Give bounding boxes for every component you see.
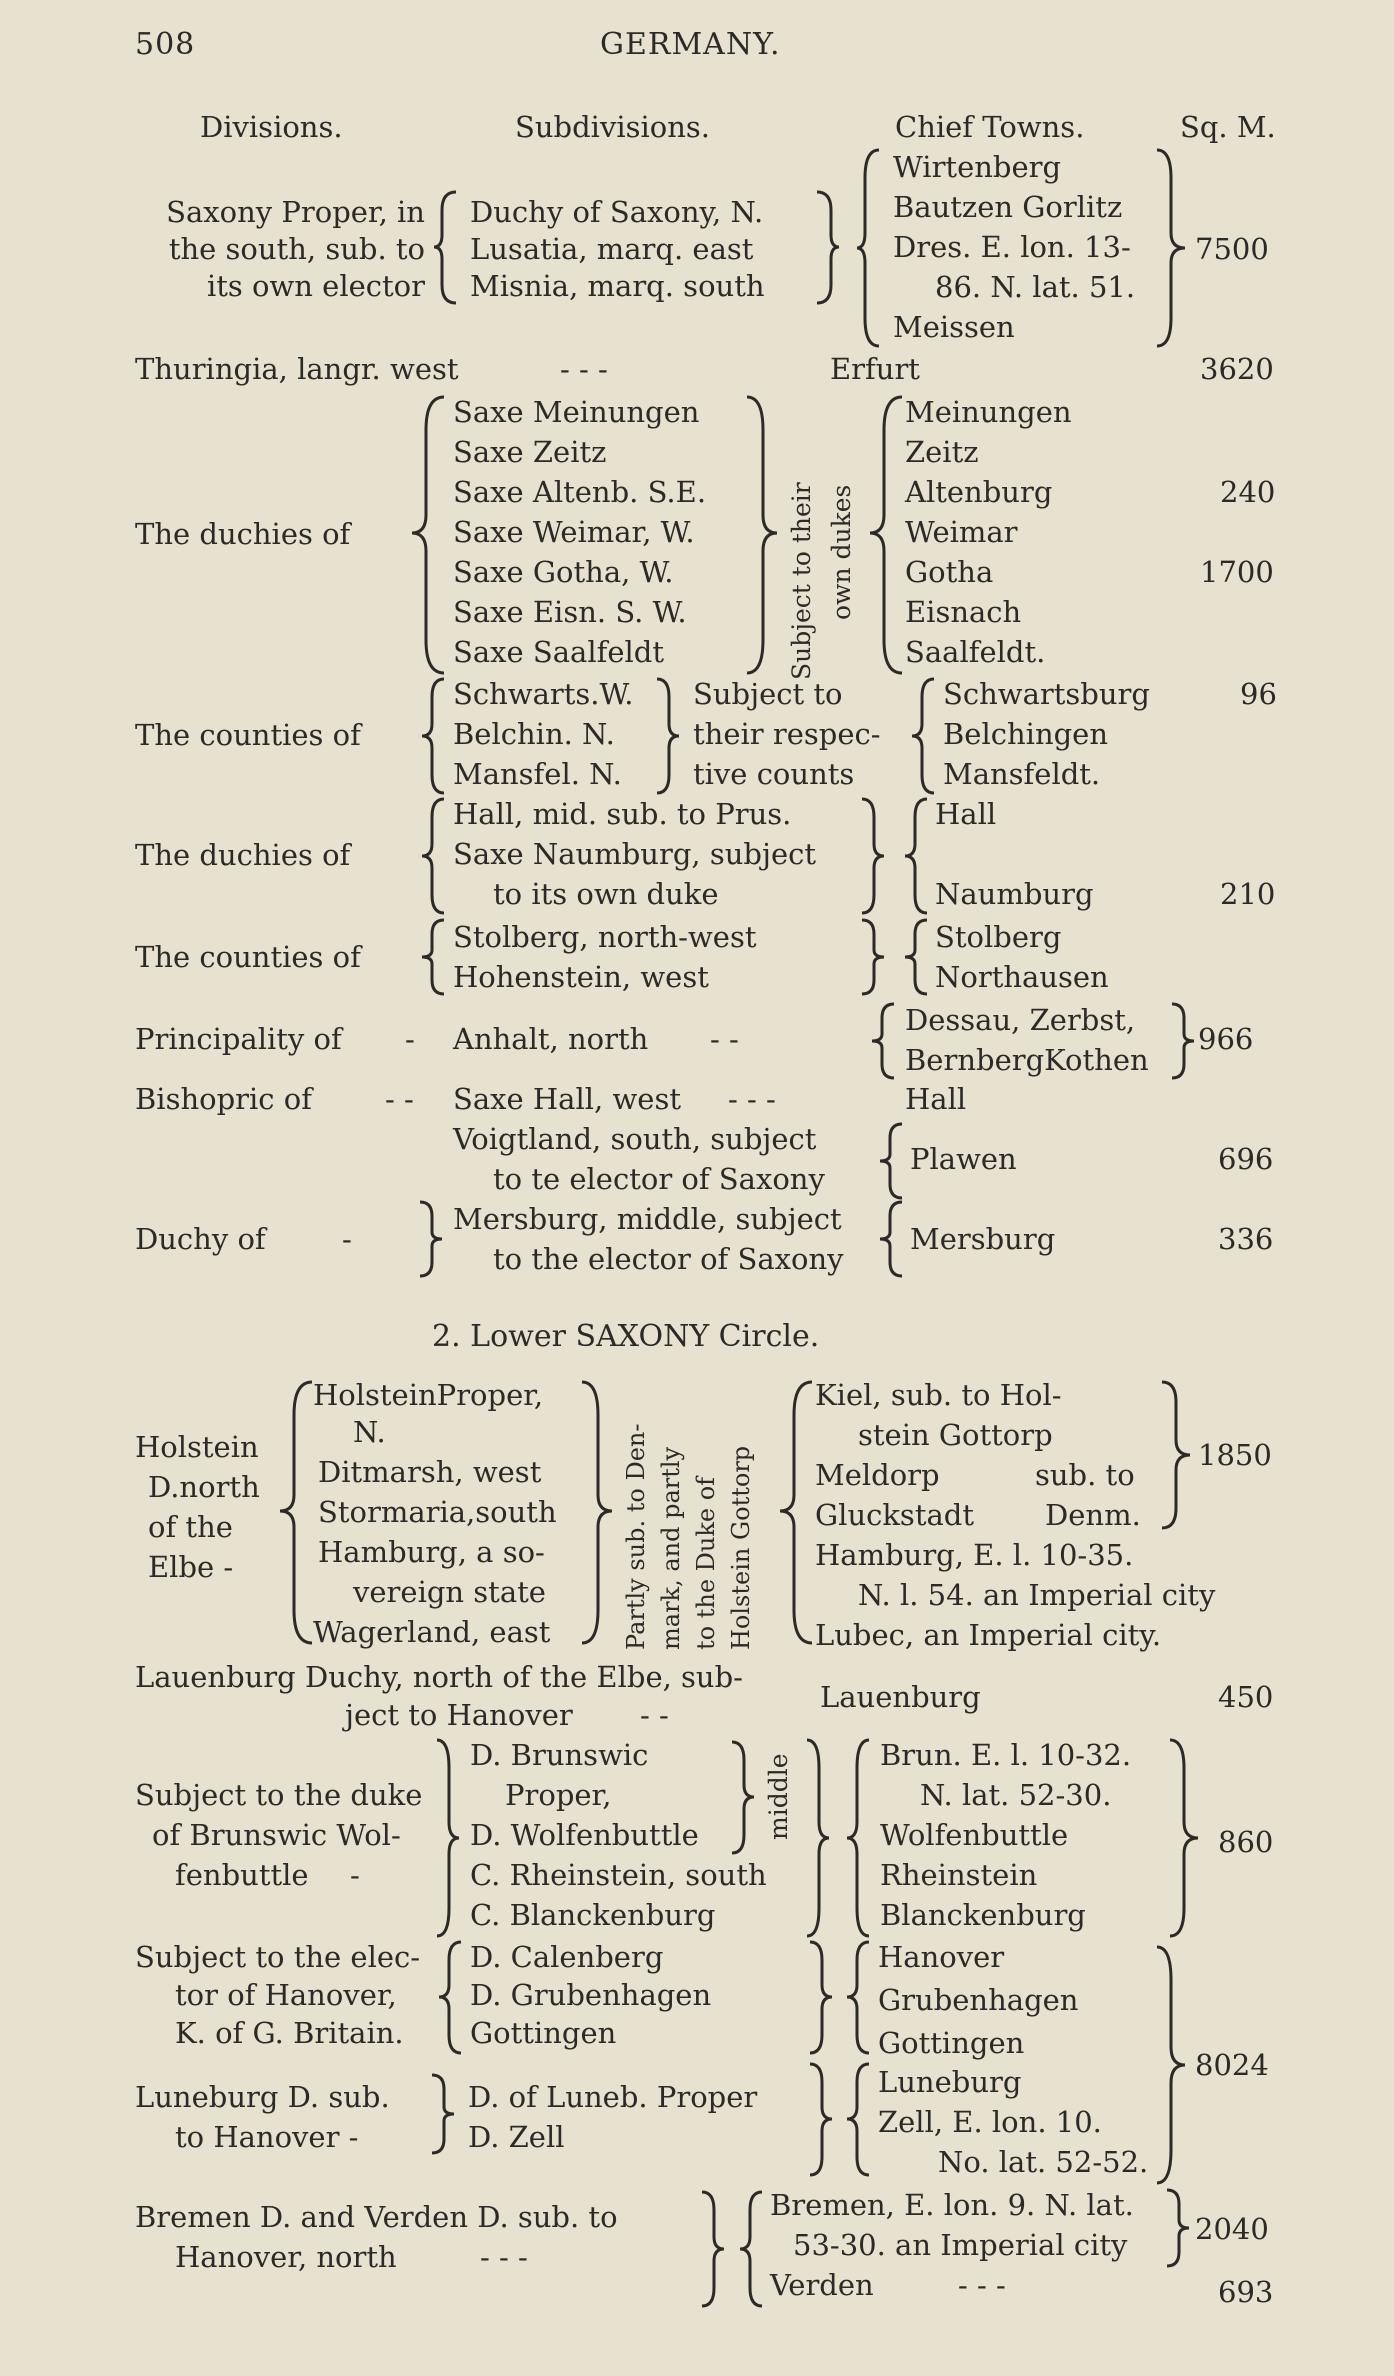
- subdivision: Mersburg, middle, subject: [453, 1202, 842, 1236]
- chief-town: Meinungen: [905, 395, 1072, 429]
- dash: -: [342, 1222, 352, 1256]
- chief-town: Zell, E. lon. 10.: [878, 2105, 1102, 2139]
- division-line: ject to Hanover: [345, 1698, 573, 1732]
- chief-town: Dres. E. lon. 13-: [893, 230, 1131, 264]
- chief-town: Brun. E. l. 10-32.: [880, 1738, 1132, 1772]
- subdivision: Hohenstein, west: [453, 960, 709, 994]
- chief-town: Plawen: [910, 1142, 1017, 1176]
- division: Bishopric of: [135, 1082, 312, 1116]
- square-miles: 8024: [1195, 2048, 1269, 2082]
- brace-left: [845, 1940, 875, 2055]
- square-miles: 240: [1220, 475, 1276, 509]
- dashes: - -: [710, 1022, 739, 1056]
- vertical-note: Subject to their: [787, 482, 816, 680]
- vertical-note: Holstein Gottorp: [727, 1445, 755, 1650]
- brace-right: [1155, 1945, 1195, 2185]
- division: The counties of: [135, 718, 361, 752]
- division-line: Saxony Proper, in: [166, 195, 425, 229]
- dashes: - - -: [958, 2268, 1006, 2302]
- subdivision: Saxe Saalfeldt: [453, 635, 665, 669]
- division-line: tor of Hanover,: [175, 1978, 397, 2012]
- brace-right: [808, 2062, 838, 2177]
- chief-town: Meissen: [893, 310, 1015, 344]
- subdivision: D. Calenberg: [470, 1940, 664, 1974]
- dashes: - -: [640, 1698, 669, 1732]
- subdivision: D. Wolfenbuttle: [470, 1818, 699, 1852]
- brace-left: [420, 918, 450, 996]
- chief-town: Bremen, E. lon. 9. N. lat.: [770, 2188, 1134, 2222]
- subdivision: Saxe Gotha, W.: [453, 555, 674, 589]
- chief-town: Blanckenburg: [880, 1898, 1086, 1932]
- brace-right: [435, 1738, 465, 1938]
- subdivision: Hall, mid. sub. to Prus.: [453, 797, 792, 831]
- division-line: of the: [148, 1510, 233, 1544]
- section-heading: 2. Lower SAXONY Circle.: [432, 1319, 820, 1354]
- subdivision: Saxe Naumburg, subject: [453, 837, 817, 871]
- chief-town: Belchingen: [943, 717, 1109, 751]
- division-line: to Hanover -: [175, 2120, 359, 2154]
- chief-town: Hall: [905, 1082, 967, 1116]
- subdivision: Stolberg, north-west: [453, 920, 757, 954]
- dash: -: [405, 1022, 415, 1056]
- chief-town: Wolfenbuttle: [880, 1818, 1069, 1852]
- square-miles: 693: [1218, 2275, 1274, 2309]
- subdivision: D. of Luneb. Proper: [468, 2080, 758, 2114]
- brace-right: [745, 395, 785, 675]
- division-line: Bremen D. and Verden D. sub. to: [135, 2200, 618, 2234]
- chief-town: Gluckstadt: [815, 1498, 974, 1532]
- square-miles: 96: [1240, 677, 1277, 711]
- brace-left: [420, 797, 450, 915]
- subdivision: Duchy of Saxony, N.: [470, 195, 764, 229]
- square-miles: 1700: [1200, 555, 1274, 589]
- col-sq-m: Sq. M.: [1180, 110, 1276, 144]
- chief-town: Weimar: [905, 515, 1018, 549]
- brace-left: [878, 1122, 908, 1200]
- brace-left: [903, 797, 933, 915]
- brace-left: [420, 677, 450, 795]
- chief-town: Meldorp: [815, 1458, 940, 1492]
- division-line: Holstein: [135, 1430, 259, 1464]
- division: The duchies of: [135, 838, 351, 872]
- division-line: Luneburg D. sub.: [135, 2080, 390, 2114]
- division: The duchies of: [135, 517, 351, 551]
- division-line: the south, sub. to: [168, 232, 425, 266]
- brace-right: [860, 797, 890, 915]
- subdivision: Mansfel. N.: [453, 757, 622, 791]
- chief-town: Wirtenberg: [893, 150, 1062, 184]
- brace-right: [430, 2073, 460, 2155]
- col-subdivisions: Subdivisions.: [515, 110, 710, 144]
- brace-left: [738, 2190, 768, 2308]
- chief-town: Lauenburg: [820, 1680, 981, 1714]
- vertical-note: to the Duke of: [692, 1476, 720, 1650]
- chief-town-note: sub. to: [1035, 1458, 1135, 1492]
- brace-left: [903, 918, 933, 996]
- brace-right: [815, 190, 845, 305]
- subdivision: Anhalt, north: [453, 1022, 649, 1056]
- chief-town: Northausen: [935, 960, 1109, 994]
- chief-town: 53-30. an Imperial city: [793, 2228, 1128, 2262]
- square-miles: 696: [1218, 1142, 1274, 1176]
- division-line: Elbe -: [148, 1550, 234, 1584]
- division-line: Hanover, north: [175, 2240, 397, 2274]
- chief-town-note: Denm.: [1045, 1498, 1141, 1532]
- brace-right: [805, 1738, 835, 1938]
- col-divisions: Divisions.: [200, 110, 343, 144]
- note: Subject to: [693, 677, 843, 711]
- square-miles: 1850: [1198, 1438, 1272, 1472]
- chief-town: Bautzen Gorlitz: [893, 190, 1123, 224]
- chief-town: Naumburg: [935, 877, 1094, 911]
- subdivision: Proper,: [505, 1778, 612, 1812]
- division-line: of Brunswic Wol-: [152, 1818, 401, 1852]
- square-miles: 450: [1218, 1680, 1274, 1714]
- chief-town: Verden: [770, 2268, 874, 2302]
- note: their respec-: [693, 717, 881, 751]
- col-chief-towns: Chief Towns.: [895, 110, 1085, 144]
- division-line: Lauenburg Duchy, north of the Elbe, sub-: [135, 1660, 743, 1694]
- chief-town: Stolberg: [935, 920, 1062, 954]
- subdivision: Gottingen: [470, 2016, 617, 2050]
- chief-town: BernbergKothen: [905, 1043, 1149, 1077]
- brace-left: [410, 395, 450, 675]
- chief-town: Saalfeldt.: [905, 635, 1046, 669]
- chief-town: Mersburg: [910, 1222, 1056, 1256]
- subdivision: vereign state: [353, 1575, 546, 1609]
- square-miles: 7500: [1195, 232, 1269, 266]
- dashes: - -: [385, 1082, 414, 1116]
- chief-town: N. lat. 52-30.: [920, 1778, 1112, 1812]
- subdivision: to its own duke: [493, 877, 719, 911]
- dash: -: [350, 1858, 360, 1892]
- subdivision: C. Rheinstein, south: [470, 1858, 767, 1892]
- square-miles: 336: [1218, 1222, 1274, 1256]
- square-miles: 3620: [1200, 352, 1274, 386]
- chief-town: Mansfeldt.: [943, 757, 1101, 791]
- subdivision: Misnia, marq. south: [470, 269, 765, 303]
- chief-town: Dessau, Zerbst,: [905, 1003, 1136, 1037]
- brace-right: [580, 1380, 620, 1645]
- subdivision: Belchin. N.: [453, 717, 615, 751]
- subdivision: Saxe Altenb. S.E.: [453, 475, 707, 509]
- division-line: fenbuttle: [175, 1858, 309, 1892]
- chief-town: Zeitz: [905, 435, 979, 469]
- division-line: Subject to the duke: [135, 1778, 423, 1812]
- subdivision: Saxe Zeitz: [453, 435, 607, 469]
- subdivision: D. Zell: [468, 2120, 565, 2154]
- page-number: 508: [135, 27, 196, 62]
- subdivision: HolsteinProper,: [313, 1378, 544, 1412]
- brace-right: [860, 918, 890, 996]
- subdivision: D. Brunswic: [470, 1738, 649, 1772]
- chief-town: Gottingen: [878, 2026, 1025, 2060]
- chief-town: Schwartsburg: [943, 677, 1150, 711]
- brace-right: [808, 1940, 838, 2055]
- subdivision: Ditmarsh, west: [318, 1455, 542, 1489]
- vertical-note: Partly sub. to Den-: [622, 1423, 650, 1650]
- division-line: Subject to the elec-: [135, 1940, 421, 1974]
- vertical-note: mark, and partly: [657, 1446, 685, 1650]
- chief-town: Lubec, an Imperial city.: [815, 1618, 1162, 1652]
- subdivision: Saxe Meinungen: [453, 395, 700, 429]
- brace-right: [730, 1740, 760, 1855]
- chief-town: Rheinstein: [880, 1858, 1038, 1892]
- subdivision: Hamburg, a so-: [318, 1535, 545, 1569]
- dashes: - - -: [560, 352, 608, 386]
- subdivision: Schwarts.W.: [453, 677, 634, 711]
- brace-left: [855, 148, 885, 348]
- chief-town: Grubenhagen: [878, 1983, 1079, 2017]
- dashes: - - -: [728, 1082, 776, 1116]
- chief-town: Erfurt: [830, 352, 920, 386]
- subdivision: Saxe Hall, west: [453, 1082, 681, 1116]
- square-miles: 210: [1220, 877, 1276, 911]
- division-line: D.north: [148, 1470, 260, 1504]
- division: Principality of: [135, 1022, 342, 1056]
- division: Thuringia, langr. west: [135, 352, 459, 386]
- chief-town: Gotha: [905, 555, 994, 589]
- division: Duchy of: [135, 1222, 266, 1256]
- dashes: - - -: [480, 2240, 528, 2274]
- subdivision: N.: [353, 1415, 386, 1449]
- brace-left: [870, 1002, 900, 1080]
- chief-town: stein Gottorp: [858, 1418, 1053, 1452]
- chief-town: Altenburg: [905, 475, 1053, 509]
- subdivision: Saxe Weimar, W.: [453, 515, 695, 549]
- chief-town: 86. N. lat. 51.: [935, 270, 1136, 304]
- brace-left: [778, 1380, 818, 1645]
- brace-left: [437, 1940, 467, 2055]
- brace-right: [700, 2190, 730, 2308]
- chief-town: N. l. 54. an Imperial city: [858, 1578, 1216, 1612]
- chief-town: Hall: [935, 797, 997, 831]
- subdivision: Stormaria,south: [318, 1495, 557, 1529]
- chief-town: Hanover: [878, 1940, 1005, 1974]
- division-line: its own elector: [206, 269, 425, 303]
- chief-town: Luneburg: [878, 2065, 1022, 2099]
- running-title: GERMANY.: [600, 27, 781, 62]
- brace-right: [1170, 1002, 1200, 1080]
- square-miles: 2040: [1195, 2212, 1269, 2246]
- chief-town: No. lat. 52-52.: [938, 2145, 1149, 2179]
- square-miles: 860: [1218, 1825, 1274, 1859]
- chief-town: Hamburg, E. l. 10-35.: [815, 1538, 1134, 1572]
- subdivision: C. Blanckenburg: [470, 1898, 716, 1932]
- vertical-note: own dukes: [827, 484, 856, 620]
- square-miles: 966: [1198, 1022, 1254, 1056]
- chief-town: Kiel, sub. to Hol-: [815, 1378, 1062, 1412]
- subdivision: Wagerland, east: [313, 1615, 551, 1649]
- brace-left: [910, 677, 940, 795]
- subdivision: to te elector of Saxony: [493, 1162, 825, 1196]
- subdivision: D. Grubenhagen: [470, 1978, 712, 2012]
- subdivision: Lusatia, marq. east: [470, 232, 754, 266]
- brace-left: [878, 1200, 908, 1278]
- chief-town: Eisnach: [905, 595, 1022, 629]
- vertical-note: middle: [764, 1753, 793, 1840]
- subdivision: Saxe Eisn. S. W.: [453, 595, 687, 629]
- brace-right: [418, 1200, 448, 1278]
- brace-right: [1168, 1738, 1208, 1938]
- note: tive counts: [693, 757, 855, 791]
- brace-right: [1165, 2188, 1195, 2268]
- brace-left: [278, 1380, 318, 1645]
- subdivision: to the elector of Saxony: [493, 1242, 844, 1276]
- brace-right: [1160, 1380, 1200, 1530]
- brace-right: [655, 677, 685, 795]
- subdivision: Voigtland, south, subject: [453, 1122, 817, 1156]
- division-line: K. of G. Britain.: [175, 2016, 404, 2050]
- brace-left: [432, 190, 462, 305]
- brace-left: [845, 2062, 875, 2177]
- division: The counties of: [135, 940, 361, 974]
- brace-right: [1155, 148, 1195, 348]
- brace-left: [868, 395, 908, 675]
- brace-left: [845, 1738, 875, 1938]
